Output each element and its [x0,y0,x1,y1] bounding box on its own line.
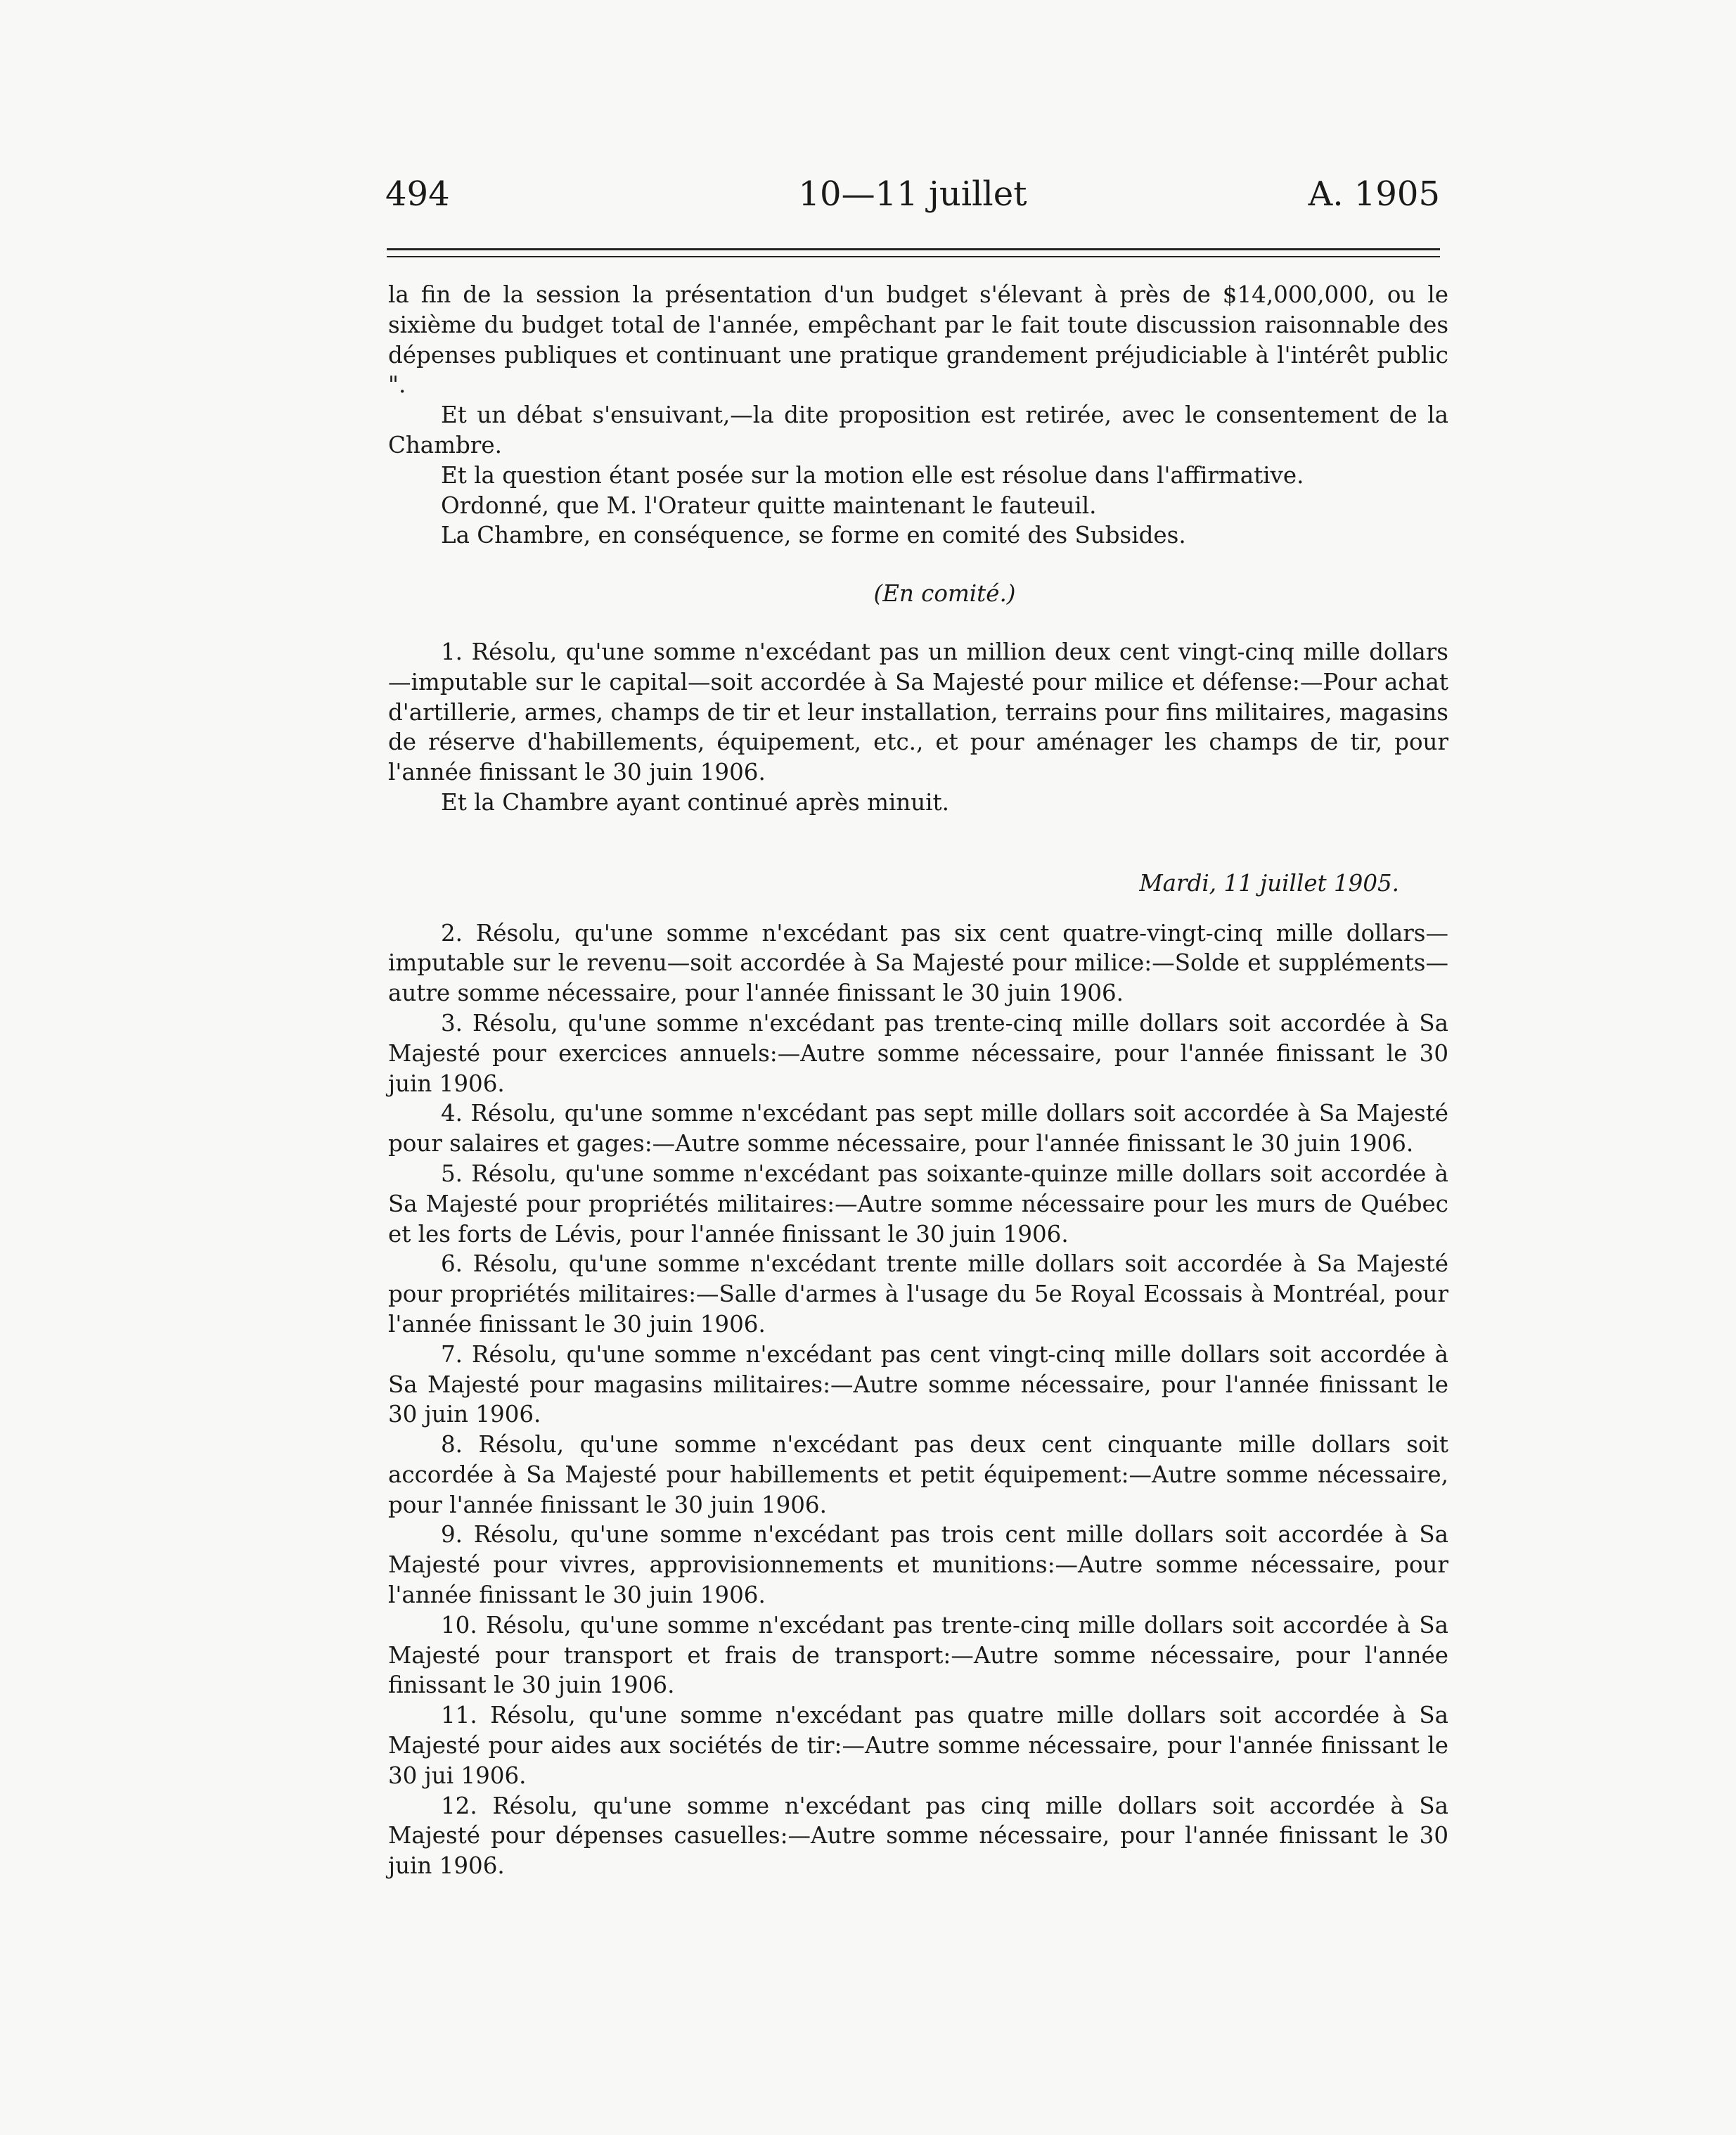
page-body [388,280,1448,1881]
header-rule-top [387,248,1440,250]
intro-paragraph: Ordonné, que M. l'Orateur quitte maintenant le fauteuil. [441,492,1097,519]
resolution-paragraph: 11. Résolu, qu'une somme n'excédant pas quatre mille dollars soit accordée à Sa Majesté pour aides aux sociétés de tir:—Autre somme nécessaire, pour l'année finissant le 30 jui 1906. [388,1702,1448,1789]
resolution-paragraph: 12. Résolu, qu'une somme n'excédant pas cinq mille dollars soit accordée à Sa Majesté pour dépenses casuelles:—Autre somme nécessaire, pour l'année finissant le 30 juin 1906. [388,1792,1448,1880]
intro-paragraph: Et la question étant posée sur la motion elle est résolue dans l'affirmative. [441,461,1304,489]
intro-paragraph: La Chambre, en conséquence, se forme en comité des Subsides. [441,522,1186,549]
spacer [388,899,1448,918]
resolution-paragraph: 10. Résolu, qu'une somme n'excédant pas trente-cinq mille dollars soit accordée à Sa Majesté pour transport et frais de transport:—Autre somme nécessaire, pour l'année finissant le 30 juin 1906. [388,1611,1448,1699]
resolution-paragraph: 3. Résolu, qu'une somme n'excédant pas trente-cinq mille dollars soit accordée à Sa Majesté pour exercices annuels:—Autre somme nécessaire, pour l'année finissant le 30 juin 1906. [388,1009,1448,1097]
running-title: 10—11 juillet [798,174,1027,214]
resolution-paragraph: 2. Résolu, qu'une somme n'excédant pas six cent quatre-vingt-cinq mille dollars—imputable sur le revenu—soit accordée à Sa Majesté pour milice:—Solde et suppléments—autre somme nécessaire, pour l'année finissant le 30 juin 1906. [388,919,1448,1007]
resolution-paragraph: 7. Résolu, qu'une somme n'excédant pas cent vingt-cinq mille dollars soit accordée à Sa Majesté pour magasins militaires:—Autre somme nécessaire, pour l'année finissant le 30 juin 1906. [388,1340,1448,1428]
resolution-paragraph: 5. Résolu, qu'une somme n'excédant pas soixante-quinze mille dollars soit accordée à Sa Majesté pour propriétés militaires:—Autre somme nécessaire pour les murs de Québec et les forts de Lévis, pour l'année finissant le 30 juin 1906. [388,1160,1448,1248]
resolution-paragraph: 1. Résolu, qu'une somme n'excédant pas un million deux cent vingt-cinq mille dollars—imputable sur le capital—soit accordée à Sa Majesté pour milice et défense:—Pour achat d'artillerie, armes, champs de tir et leur installation, terrains pour fins militaires, magasins de réserve d'habillements, équipement, etc., et pour aménager les champs de tir, pour l'année finissant le 30 juin 1906. [388,638,1448,786]
resolution-paragraph: 8. Résolu, qu'une somme n'excédant pas deux cent cinquante mille dollars soit accordée à Sa Majesté pour habillements et petit équipement:—Autre somme nécessaire, pour l'année finissant le 30 juin 1906. [388,1431,1448,1518]
committee-heading: (En comité.) [873,580,1016,608]
intro-paragraph: Et un débat s'ensuivant,—la dite proposition est retirée, avec le consentement de la Chambre. [388,402,1448,459]
date-line: Mardi, 11 juillet 1905. [1139,869,1399,897]
header-rule-bottom [387,256,1440,257]
intro-paragraph: la fin de la session la présentation d'un budget s'élevant à près de $14,000,000, ou le sixième du budget total de l'année, empêchant par le fait toute discussion raisonnable des dépenses publiques et continuant une pratique grandement préjudiciable à l'intérêt public ". [388,281,1448,399]
resolution-paragraph: 6. Résolu, qu'une somme n'excédant trente mille dollars soit accordée à Sa Majesté pour propriétés militaires:—Salle d'armes à l'usage du 5e Royal Ecossais à Montréal, pour l'année finissant le 30 juin 1906. [388,1250,1448,1338]
page-header [385,174,1440,224]
spacer [388,609,1448,637]
after-midnight-paragraph: Et la Chambre ayant continué après minuit. [441,788,949,816]
page-number: 494 [385,174,450,214]
header-year: A. 1905 [1308,174,1440,214]
resolution-paragraph: 4. Résolu, qu'une somme n'excédant pas sept mille dollars soit accordée à Sa Majesté pour salaires et gages:—Autre somme nécessaire, pour l'année finissant le 30 juin 1906. [388,1100,1448,1158]
spacer [388,551,1448,579]
resolution-paragraph: 9. Résolu, qu'une somme n'excédant pas trois cent mille dollars soit accordée à Sa Majesté pour vivres, approvisionnements et munitions:—Autre somme nécessaire, pour l'année finissant le 30 juin 1906. [388,1521,1448,1609]
spacer [388,818,1448,868]
